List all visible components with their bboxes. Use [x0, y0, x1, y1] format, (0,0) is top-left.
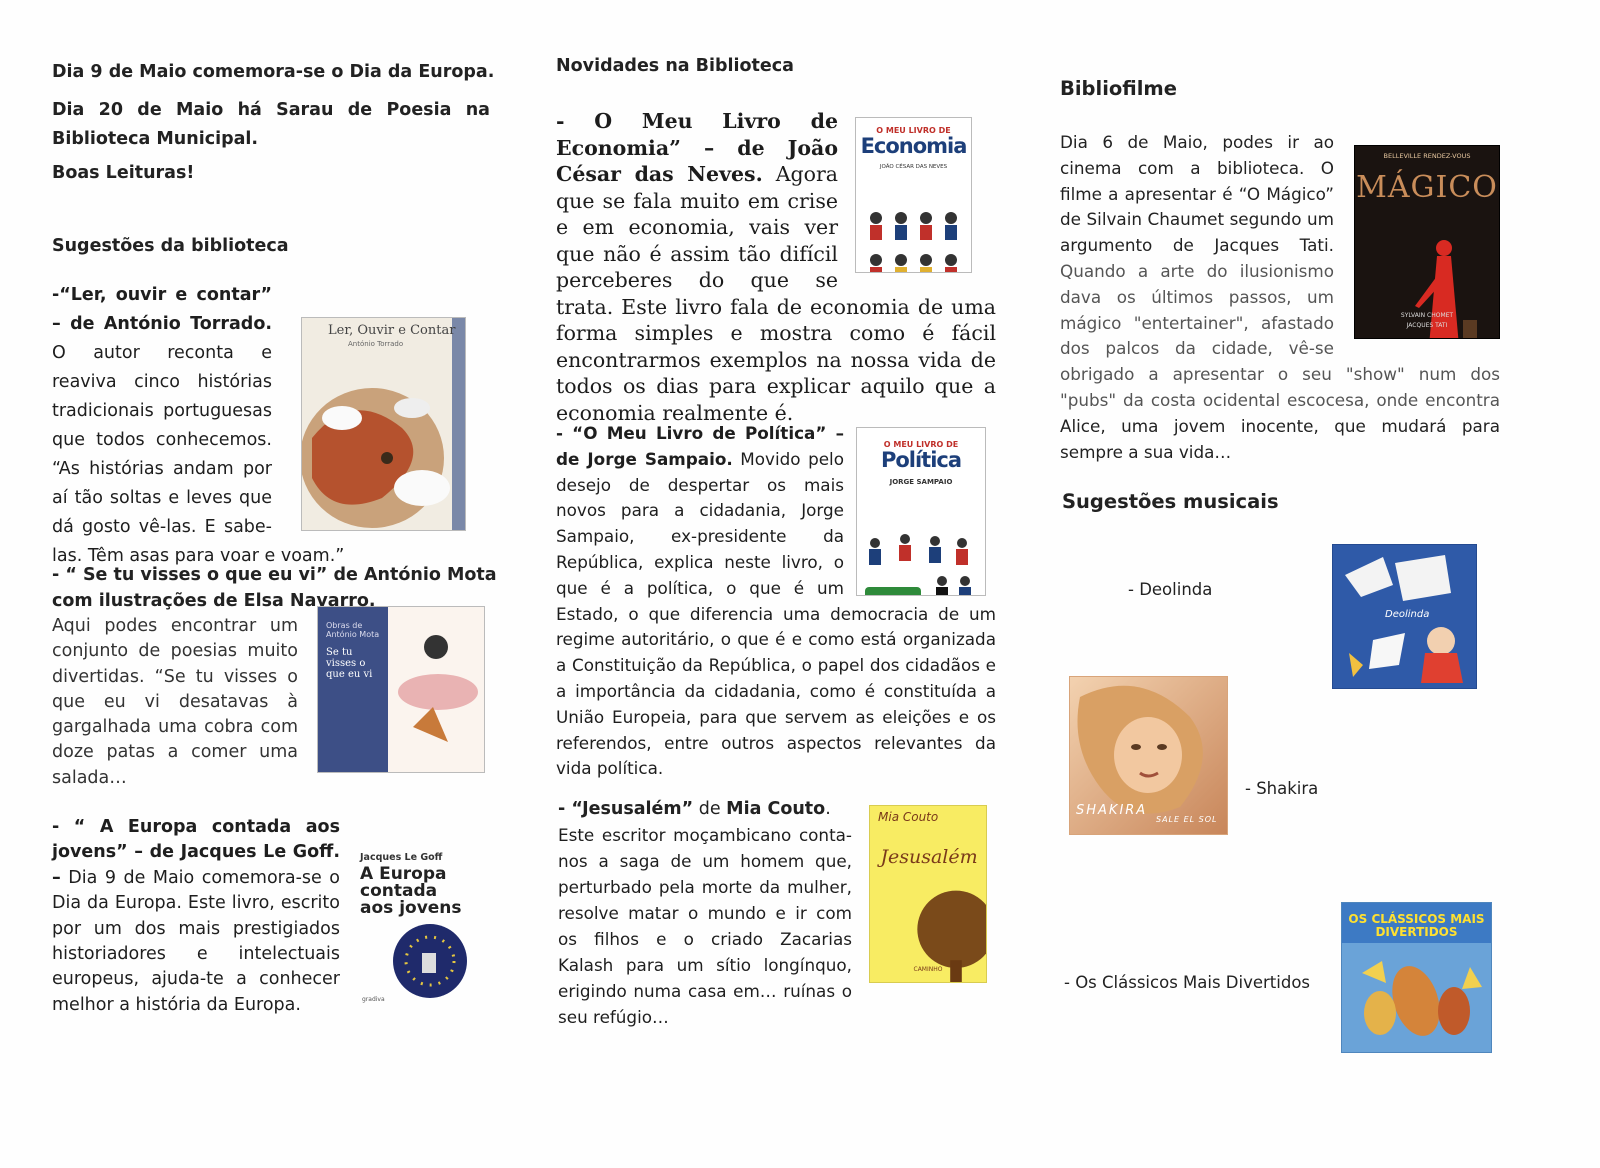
book-title-part: de [693, 799, 727, 819]
album-deolinda [1332, 544, 1477, 689]
cover-title: Política [880, 448, 962, 472]
intro-poetry-soiree: Dia 20 de Maio há Sarau de Poesia na Biblioteca Municipal. [52, 100, 490, 149]
cover-publisher: CAMINHO [913, 966, 943, 973]
album-cover-sub: SALE EL SOL [1156, 815, 1218, 824]
film-synopsis-end: Alice, uma jovem inocente, que mudará para sempre a sua vida… [1060, 415, 1500, 462]
book-description: Dia 9 de Maio comemora-se o Dia da Europa. Este livro, escrito por um dos mais prestigiados historiadores e intelectuais europeus, ajuda-te a conhecer melhor a história da Europa. [52, 867, 340, 1015]
float-spacer [272, 281, 490, 535]
cover-title: A Europa contada aos jovens [360, 864, 462, 918]
cover-author: JOÃO CÉSAR DAS NEVES [879, 164, 948, 170]
library-suggestions-heading: Sugestões da biblioteca [52, 236, 289, 256]
bibliofilme-text [1060, 130, 1500, 465]
cover-small: O MEU LIVRO DE [883, 440, 959, 449]
book-livro-politica [556, 421, 996, 782]
cover-title: Economia [860, 134, 967, 158]
book-author: Mia Couto [726, 799, 826, 819]
cover-author: Jacques Le Goff [360, 852, 443, 863]
book-description: Agora que se fala muito em crise e em economia, vais ver que não é assim tão difícil perceberes do que se trata. Este livro fala de economia de uma forma simples e mostra como é fácil encontrarmos exemplos na nossa vida de todos os dias para explicar aquilo que a economia realmente é. [556, 162, 996, 425]
music-classicos-label: - Os Clássicos Mais Divertidos [1064, 973, 1311, 992]
book3-title [558, 796, 852, 822]
float-spacer [844, 421, 996, 597]
album-cover-text: SHAKIRA [1076, 803, 1148, 818]
book-title-part: . [825, 799, 831, 819]
music-heading: Sugestões musicais [1062, 490, 1279, 513]
music-deolinda-label: - Deolinda [1128, 580, 1213, 599]
cover-title: Se tu visses o que eu vi [326, 647, 373, 680]
album-cover-text: Deolinda [1385, 609, 1430, 620]
cover-author: António Torrado [348, 340, 404, 348]
album-cover-text: OS CLÁSSICOS MAIS DIVERTIDOS [1348, 912, 1485, 939]
book-ler-ouvir-contar [52, 281, 490, 571]
cover-title: Jesusalém [880, 846, 978, 868]
poster-title: MÁGICO [1356, 170, 1498, 205]
bibliofilme-heading: Bibliofilme [1060, 77, 1177, 100]
cover-small: O MEU LIVRO DE [876, 126, 951, 135]
cover-se-tu-visses [317, 606, 485, 773]
book-title: - “O Meu Livro de Política” – de Jorge Sampaio. [556, 423, 844, 469]
intro-europe-day: Dia 9 de Maio comemora-se o Dia da Europa. [52, 62, 495, 82]
book3-description: Este escritor moçambicano conta-nos a saga de um homem que, perturbado pela morte da mulher, resolve matar o mundo e ir com os filhos e o criado Zacarias Kalash para um sítio longínquo, erigindo numa casa em… ruínas o seu refúgio… [558, 825, 852, 1027]
book-livro-economia [556, 108, 996, 426]
book2-description: Aqui podes encontrar um conjunto de poesias muito divertidas. “Se tu visses o que eu vi desatavas à gargalhada uma cobra com doze patas a comer uma salada… [52, 616, 298, 788]
book-title-part: - “Jesusalém” [558, 799, 694, 819]
album-os-classicos [1341, 902, 1492, 1053]
cover-author: JORGE SAMPAIO [889, 478, 953, 486]
float-spacer [838, 108, 996, 270]
cover-jesusalem [869, 805, 987, 983]
book-europa-jovens [52, 815, 492, 1018]
float-spacer [340, 815, 492, 985]
book-title: -“Ler, ouvir e contar” – de António Torrado. [52, 285, 272, 334]
film-intro: Dia 6 de Maio, podes ir ao cinema com a biblioteca. O filme a apresentar é “O Mágico” de Silvain Chaumet segundo um argumento de Jacques Tati. [1060, 132, 1334, 256]
intro-good-reading: Boas Leituras! [52, 163, 195, 183]
book2-title: - “ Se tu visses o que eu vi” de António Mota com ilustrações de Elsa Navarro. [52, 565, 497, 611]
cover-author: Obras de António Mota [326, 621, 380, 639]
cover-publisher: gradiva [362, 996, 385, 1003]
book-title: - “ A Europa contada aos jovens” – de Jacques Le Goff. – [52, 817, 340, 888]
cover-title: Ler, Ouvir e Contar [328, 323, 456, 338]
book-description: O autor reconta e reaviva cinco histórias tradicionais portuguesas que todos conhecemos. “As histórias andam por aí tão soltas e leves que dá gosto vê-las. E sabe-las. Têm asas para voar e voam.” [52, 343, 345, 566]
book-description: Movido pelo desejo de despertar os mais novos para a cidadania, Jorge Sampaio, ex-presidente da República, explica neste livro, o que é a política, o que é um Estado, o que diferencia uma democracia de um regime autoritário, o que é e como está organizada a Constituição da República, o papel dos cidadãos e a importância da cidadania, como é constituída a União Europeia, para que servem as eleições e os referendos, entre outros aspectos relevantes da vida política. [556, 448, 996, 779]
film-synopsis: Quando a arte do ilusionismo dava os últimos passos, um mágico "entertainer", afastado dos palcos da cidade, vê-se obrigado a apresentar o seu "show" num dos "pubs" da costa ocidental escocesa, onde encontra [1060, 260, 1500, 410]
poster-top: BELLEVILLE RENDEZ-VOUS [1383, 152, 1471, 160]
news-heading: Novidades na Biblioteca [556, 56, 794, 76]
book-title: - O Meu Livro de Economia” – de João César das Neves. [556, 109, 838, 186]
album-shakira [1069, 676, 1228, 835]
cover-author: Mia Couto [878, 810, 939, 824]
poster-credit: SYLVAIN CHOMET [1400, 312, 1454, 319]
poster-credit-2: JACQUES TATI [1406, 322, 1448, 329]
float-spacer [1334, 130, 1500, 362]
music-shakira-label: - Shakira [1245, 779, 1319, 798]
